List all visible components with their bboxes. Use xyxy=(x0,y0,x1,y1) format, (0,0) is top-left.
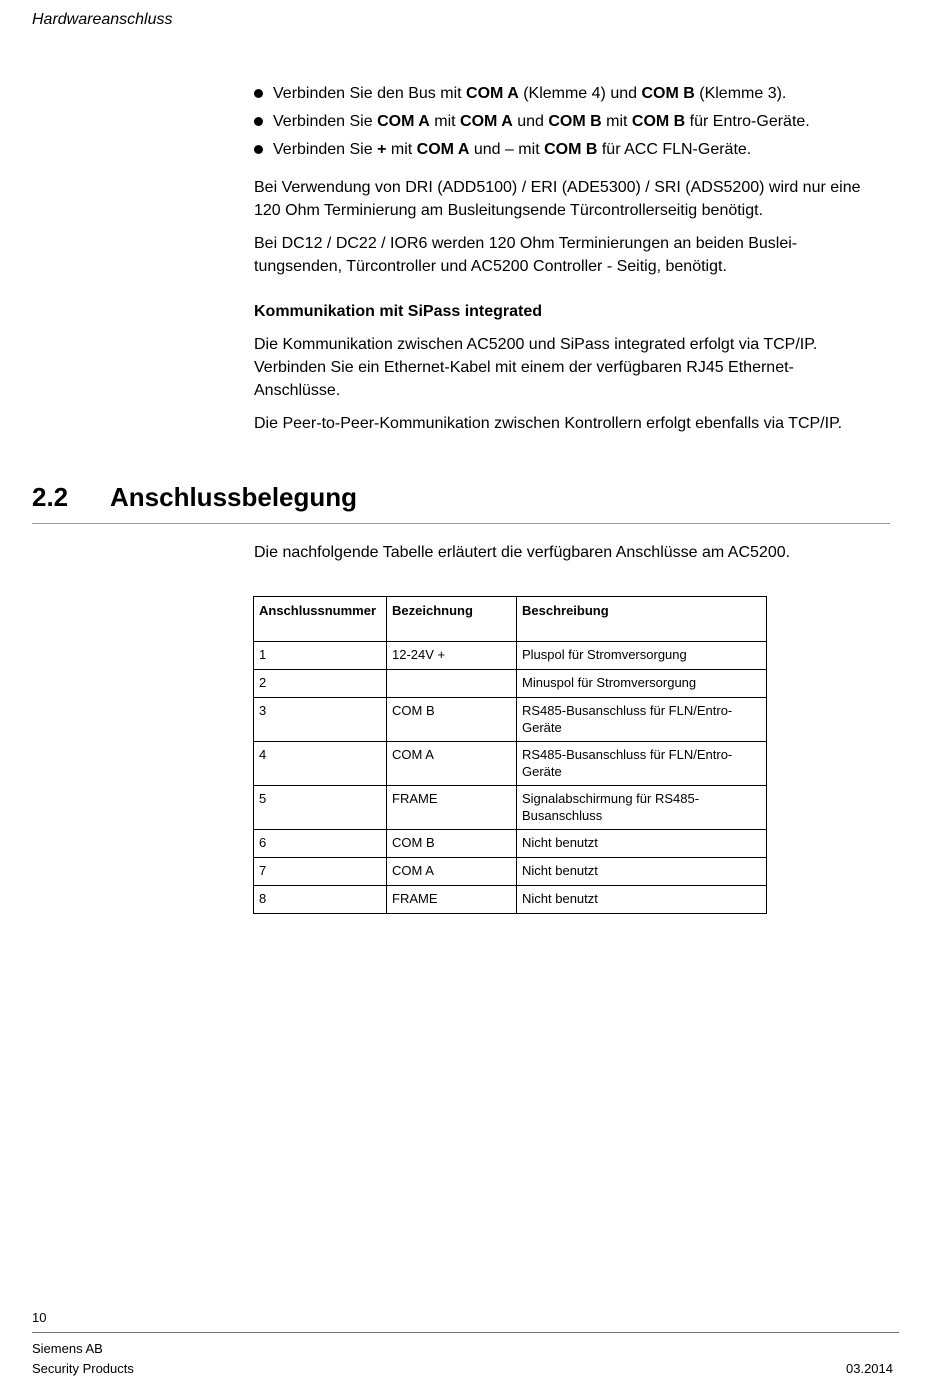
cell-designation xyxy=(387,670,517,698)
cell-terminal-number: 8 xyxy=(254,886,387,914)
bullet-text: und – mit xyxy=(469,141,545,158)
cell-designation: FRAME xyxy=(387,886,517,914)
cell-description: Minuspol für Stromversorgung xyxy=(517,670,767,698)
section-divider xyxy=(32,523,890,524)
table-row xyxy=(254,670,767,698)
cell-designation: COM A xyxy=(387,742,517,786)
bullet-text: Verbinden Sie den Bus mit xyxy=(273,85,467,102)
table-row xyxy=(254,858,767,886)
cell-terminal-number: 5 xyxy=(254,786,387,830)
wiring-bullet-list xyxy=(254,82,879,161)
bullet-bold-term: COM A xyxy=(460,113,513,130)
cell-terminal-number: 3 xyxy=(254,698,387,742)
bullet-bold-term: COM A xyxy=(377,113,430,130)
bullet-text: Verbinden Sie xyxy=(273,141,378,158)
cell-description: Nicht benutzt xyxy=(517,858,767,886)
table-header-row xyxy=(254,597,767,642)
footer-date: 03.2014 xyxy=(846,1361,893,1376)
bullet-text: für Entro-Geräte. xyxy=(685,113,810,130)
bullet-text: (Klemme 4) und xyxy=(518,85,642,102)
bullet-text: mit xyxy=(429,113,461,130)
bullet-text: Verbinden Sie xyxy=(273,113,378,130)
cell-description: Pluspol für Stromversorgung xyxy=(517,642,767,670)
bullet-text: (Klemme 3). xyxy=(694,85,787,102)
section-intro: Die nachfolgende Tabelle erläutert die verfügbaren Anschlüsse am AC5200. xyxy=(254,544,791,561)
footer-divider xyxy=(32,1332,899,1333)
bullet-text: mit xyxy=(601,113,632,130)
table-row xyxy=(254,830,767,858)
body-content xyxy=(254,82,879,435)
terminal-assignment-table xyxy=(253,596,767,914)
cell-terminal-number: 7 xyxy=(254,858,387,886)
bullet-item xyxy=(254,82,879,105)
cell-terminal-number: 2 xyxy=(254,670,387,698)
header-terminal-number: Anschlussnummer xyxy=(254,597,387,642)
section-heading xyxy=(32,482,357,513)
table-row xyxy=(254,742,767,786)
table-row xyxy=(254,642,767,670)
running-header: Hardwareanschluss xyxy=(32,11,173,28)
bullet-text: für ACC FLN-Geräte. xyxy=(597,141,752,158)
footer-company-block xyxy=(32,1339,134,1379)
cell-description: Signalabschirmung für RS485-Busanschluss xyxy=(517,786,767,830)
table-row xyxy=(254,886,767,914)
cell-description: Nicht benutzt xyxy=(517,830,767,858)
bullet-bold-term: COM A xyxy=(466,85,519,102)
bullet-bold-term: COM A xyxy=(416,141,470,158)
cell-designation: COM B xyxy=(387,698,517,742)
bullet-item xyxy=(254,138,879,161)
cell-designation: COM B xyxy=(387,830,517,858)
page-number: 10 xyxy=(32,1310,47,1325)
footer-company: Siemens AB xyxy=(32,1341,103,1356)
termination-dc-paragraph: Bei DC12 / DC22 / IOR6 werden 120 Ohm Terminierungen an beiden Buslei-tungsenden, Türcontroller und AC5200 Controller - Seitig, benötigt. xyxy=(254,235,798,275)
header-description: Beschreibung xyxy=(517,597,767,642)
table-row xyxy=(254,698,767,742)
communication-paragraph: Die Kommunikation zwischen AC5200 und SiPass integrated erfolgt via TCP/IP. Verbinden Sie ein Ethernet-Kabel mit einem der verfügbaren RJ45 Ethernet-Anschlüsse. xyxy=(254,336,818,399)
cell-terminal-number: 4 xyxy=(254,742,387,786)
cell-description: Nicht benutzt xyxy=(517,886,767,914)
cell-designation: 12-24V + xyxy=(387,642,517,670)
table-row xyxy=(254,786,767,830)
bullet-text: und xyxy=(512,113,549,130)
cell-designation: FRAME xyxy=(387,786,517,830)
bullet-bold-term: COM B xyxy=(544,141,598,158)
section-number: 2.2 xyxy=(32,482,69,512)
cell-description: RS485-Busanschluss für FLN/Entro-Geräte xyxy=(517,698,767,742)
cell-terminal-number: 1 xyxy=(254,642,387,670)
cell-description: RS485-Busanschluss für FLN/Entro-Geräte xyxy=(517,742,767,786)
bullet-bold-term: + xyxy=(377,141,387,158)
bullet-item xyxy=(254,110,879,133)
peer-to-peer-paragraph: Die Peer-to-Peer-Kommunikation zwischen Kontrollern erfolgt ebenfalls via TCP/IP. xyxy=(254,415,843,432)
footer-division: Security Products xyxy=(32,1361,134,1376)
section-title: Anschlussbelegung xyxy=(110,482,358,512)
termination-dri-paragraph: Bei Verwendung von DRI (ADD5100) / ERI (ADE5300) / SRI (ADS5200) wird nur eine 120 Ohm Terminierung am Busleitungsende Türcontrollerseitig benötigt. xyxy=(254,179,861,219)
bullet-bold-term: COM B xyxy=(548,113,602,130)
communication-heading: Kommunikation mit SiPass integrated xyxy=(254,303,543,320)
bullet-text: mit xyxy=(386,141,417,158)
cell-terminal-number: 6 xyxy=(254,830,387,858)
bullet-bold-term: COM B xyxy=(631,113,686,130)
table-body xyxy=(254,642,767,914)
cell-designation: COM A xyxy=(387,858,517,886)
header-designation: Bezeichnung xyxy=(387,597,517,642)
bullet-bold-term: COM B xyxy=(641,85,695,102)
